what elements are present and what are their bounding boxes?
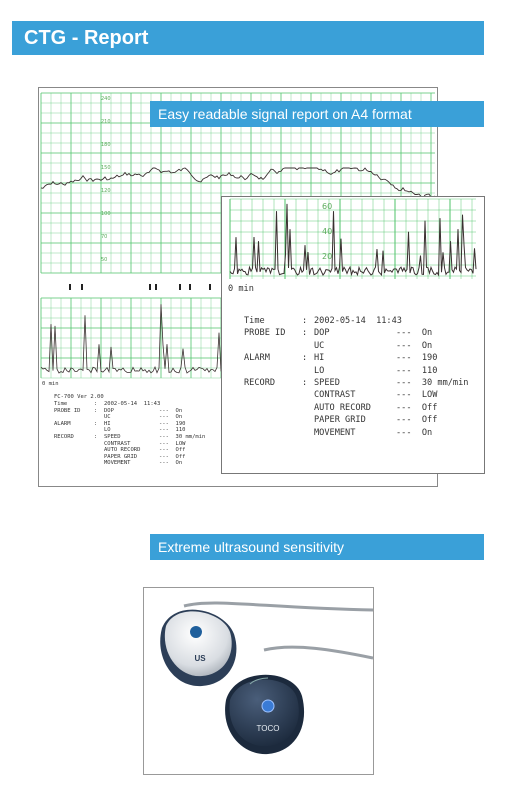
settings-cell: :: [302, 328, 308, 339]
settings-cell: [54, 454, 94, 461]
settings-row: [54, 454, 229, 461]
settings-cell: PAPER GRID: [104, 453, 138, 460]
settings-cell: --- LOW: [159, 440, 186, 447]
movement-mark: [209, 284, 211, 290]
zoom-settings-table: [244, 315, 486, 439]
grid-label: 210: [101, 119, 111, 125]
settings-cell: :: [302, 316, 308, 326]
toco-probe: [225, 675, 304, 754]
settings-row: [54, 434, 229, 441]
settings-cell: MOVEMENT: [314, 427, 356, 438]
settings-cell: [302, 365, 314, 377]
settings-cell: ALARM: [54, 420, 71, 427]
settings-cell: [302, 389, 314, 401]
settings-cell: :: [302, 353, 308, 364]
callout-a4-banner: [150, 101, 484, 127]
settings-row: [244, 315, 486, 327]
grid-label: 180: [101, 142, 111, 148]
grid-label: 40: [322, 227, 333, 236]
settings-cell: HI: [314, 353, 325, 364]
section-title-banner: [12, 21, 484, 55]
grid-label: 120: [101, 188, 111, 194]
settings-cell: --- On: [396, 340, 433, 351]
report-header-line: FC-700 Ver 2.00: [54, 394, 104, 400]
settings-cell: [302, 427, 314, 439]
settings-row: [244, 414, 486, 426]
settings-cell: --- 110: [396, 365, 438, 376]
callout-ultrasound-text: Extreme ultrasound sensitivity: [158, 539, 344, 555]
grid-label: 240: [101, 96, 111, 102]
settings-cell: [396, 315, 486, 327]
settings-row: [244, 365, 486, 377]
settings-cell: UC: [104, 414, 111, 421]
settings-cell: :: [302, 378, 308, 389]
settings-cell: --- On: [396, 427, 433, 438]
settings-row: [244, 427, 486, 439]
settings-cell: HI: [104, 420, 111, 427]
settings-row: [54, 408, 229, 415]
settings-cell: --- Off: [396, 402, 438, 413]
grid-label: 20: [322, 252, 333, 261]
settings-row: [54, 414, 229, 421]
settings-cell: [244, 414, 302, 426]
settings-cell: [302, 414, 314, 426]
settings-cell: [54, 447, 94, 454]
us-probe-label: US: [194, 654, 206, 663]
grid-label: 50: [101, 257, 108, 263]
callout-a4-text: Easy readable signal report on A4 format: [158, 106, 412, 122]
report-zero-label: 0 min: [42, 381, 59, 387]
settings-cell: [302, 402, 314, 414]
settings-cell: DOP: [104, 407, 114, 414]
movement-mark: [81, 284, 83, 290]
settings-cell: --- Off: [396, 415, 438, 426]
settings-cell: [244, 402, 302, 414]
us-button-icon: [190, 626, 202, 638]
settings-cell: [94, 460, 104, 467]
settings-cell: [94, 447, 104, 454]
settings-cell: CONTRAST: [104, 440, 131, 447]
toco-button-icon: [262, 700, 274, 712]
settings-cell: [244, 365, 302, 377]
settings-cell: [159, 401, 229, 408]
settings-cell: [54, 460, 94, 467]
probes-illustration: [144, 588, 373, 774]
report-settings-table: [54, 401, 229, 467]
settings-cell: [94, 441, 104, 448]
grid-label: 100: [101, 211, 111, 217]
settings-cell: [244, 340, 302, 352]
settings-row: [244, 352, 486, 364]
settings-cell: [54, 427, 94, 434]
settings-cell: :: [94, 407, 98, 414]
settings-cell: --- 30 mm/min: [396, 378, 469, 389]
settings-cell: --- On: [159, 414, 183, 421]
ctg-report-zoom-inset: [221, 196, 485, 474]
grid-label: 60: [322, 202, 333, 211]
zoom-trace: [222, 197, 484, 285]
settings-cell: --- On: [396, 328, 433, 339]
settings-cell: [302, 340, 314, 352]
settings-cell: Time: [54, 401, 68, 407]
settings-cell: CONTRAST: [314, 390, 356, 401]
settings-cell: :: [94, 433, 98, 440]
settings-row: [54, 460, 229, 467]
settings-cell: [54, 441, 94, 448]
settings-cell: PAPER GRID: [314, 415, 366, 426]
settings-cell: LO: [314, 365, 325, 376]
settings-cell: UC: [314, 340, 325, 351]
settings-cell: RECORD: [244, 378, 276, 389]
settings-cell: 2002-05-14 11:43: [104, 401, 161, 407]
settings-cell: [94, 427, 104, 434]
settings-cell: --- On: [159, 460, 183, 467]
settings-cell: LO: [104, 427, 111, 434]
movement-mark: [149, 284, 151, 290]
settings-cell: PROBE ID: [244, 328, 286, 339]
us-cable: [184, 603, 373, 610]
settings-cell: Time: [244, 316, 265, 326]
settings-cell: --- 190: [396, 353, 438, 364]
settings-cell: DOP: [314, 328, 330, 339]
settings-cell: [94, 414, 104, 421]
settings-row: [244, 389, 486, 401]
grid-label: 150: [101, 165, 111, 171]
settings-cell: AUTO RECORD: [314, 402, 371, 413]
settings-cell: 2002-05-14 11:43: [314, 316, 402, 326]
movement-mark: [155, 284, 157, 290]
settings-cell: SPEED: [104, 433, 121, 440]
settings-row: [244, 340, 486, 352]
settings-cell: [244, 389, 302, 401]
settings-cell: --- 30 mm/min: [159, 433, 206, 440]
settings-cell: ALARM: [244, 353, 270, 364]
callout-ultrasound-banner: [150, 534, 484, 560]
settings-cell: --- 110: [159, 427, 186, 434]
settings-cell: :: [94, 420, 98, 427]
settings-row: [54, 441, 229, 448]
settings-cell: SPEED: [314, 378, 340, 389]
settings-cell: RECORD: [54, 433, 74, 440]
toco-cable: [264, 647, 373, 658]
toco-probe-label: TOCO: [256, 724, 280, 733]
settings-cell: --- Off: [159, 447, 186, 454]
settings-cell: [54, 414, 94, 421]
settings-cell: [94, 454, 104, 461]
us-probe: [160, 610, 236, 687]
settings-cell: --- Off: [159, 453, 186, 460]
settings-row: [54, 447, 229, 454]
section-title: CTG - Report: [24, 27, 149, 49]
settings-cell: AUTO RECORD: [104, 447, 141, 454]
settings-cell: :: [94, 401, 98, 407]
settings-cell: [244, 427, 302, 439]
settings-cell: --- On: [159, 407, 183, 414]
settings-cell: MOVEMENT: [104, 460, 131, 467]
movement-mark: [69, 284, 71, 290]
settings-row: [244, 377, 486, 389]
settings-row: [244, 402, 486, 414]
zoom-zero-label: 0 min: [228, 284, 254, 294]
grid-label: 70: [101, 234, 108, 240]
movement-mark: [189, 284, 191, 290]
settings-cell: --- 190: [159, 420, 186, 427]
settings-cell: --- LOW: [396, 390, 438, 401]
settings-row: [244, 327, 486, 339]
settings-row: [54, 421, 229, 428]
settings-cell: PROBE ID: [54, 407, 81, 414]
settings-row: [54, 401, 229, 408]
movement-mark: [179, 284, 181, 290]
settings-row: [54, 427, 229, 434]
probes-photo: [143, 587, 374, 775]
